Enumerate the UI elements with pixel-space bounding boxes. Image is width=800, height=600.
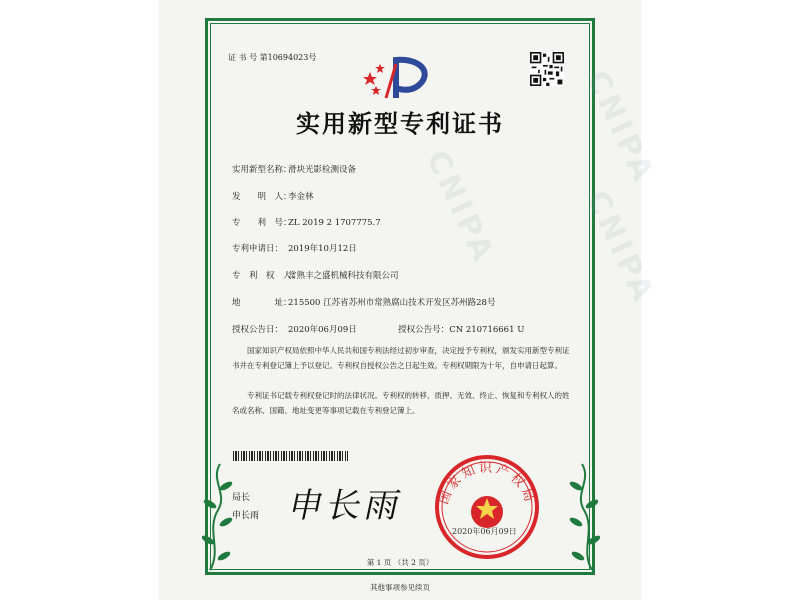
seal-text: 国家知识产权局 [436,461,538,507]
cnipa-logo-icon [362,54,434,104]
signature: 申长雨 [285,486,408,526]
official-seal-icon [432,452,542,562]
certificate-number: 证 书 号 第10694023号 [228,53,317,62]
paragraph-legal-status: 专利证书记载专利权登记时的法律状况。专利权的转移、质押、无效、终止、恢复和专利权人的姓名或名称、国籍、地址变更等事项记载在专利登记簿上。 [232,391,570,415]
director-title: 局长 [232,493,251,503]
watermark-text: CNIPA [578,65,662,190]
field-utility-name: 实用新型名称：滑块光影检测设备 [232,165,357,175]
field-patentee: 专 利 权 人：常熟丰之盛机械科技有限公司 [232,271,399,281]
field-patent-number: 专 利 号：ZL 2019 2 1707775.7 [232,218,381,228]
watermark-text: CNIPA [578,185,662,310]
qr-code-icon [530,52,564,86]
director-name: 申长雨 [232,511,260,521]
field-announcement: 授权公告日： 2020年06月09日 授权公告号：CN 210716661 U [232,325,525,335]
field-application-date: 专利申请日： 2019年10月12日 [232,244,357,254]
footer-note: 其他事项参见续页 [370,583,430,592]
watermark-text: CNIPA [418,145,502,270]
paragraph-grant: 国家知识产权局依照中华人民共和国专利法经过初步审查，决定授予专利权，颁发实用新型专利证书并在专利登记簿上予以登记。专利权自授权公告之日起生效。专利权期限为十年，自申请日起算。 [232,346,570,370]
field-address: 地 址：215500 江苏省苏州市常熟腐山技术开发区苏州路28号 [232,298,496,308]
certificate-title: 实用新型专利证书 [296,109,504,138]
barcode [233,451,348,461]
field-inventor: 发 明 人：李金林 [232,192,314,202]
page-number: 第 1 页 （共 2 页） [366,558,434,567]
seal-date: 2020年06月09日 [452,527,517,536]
